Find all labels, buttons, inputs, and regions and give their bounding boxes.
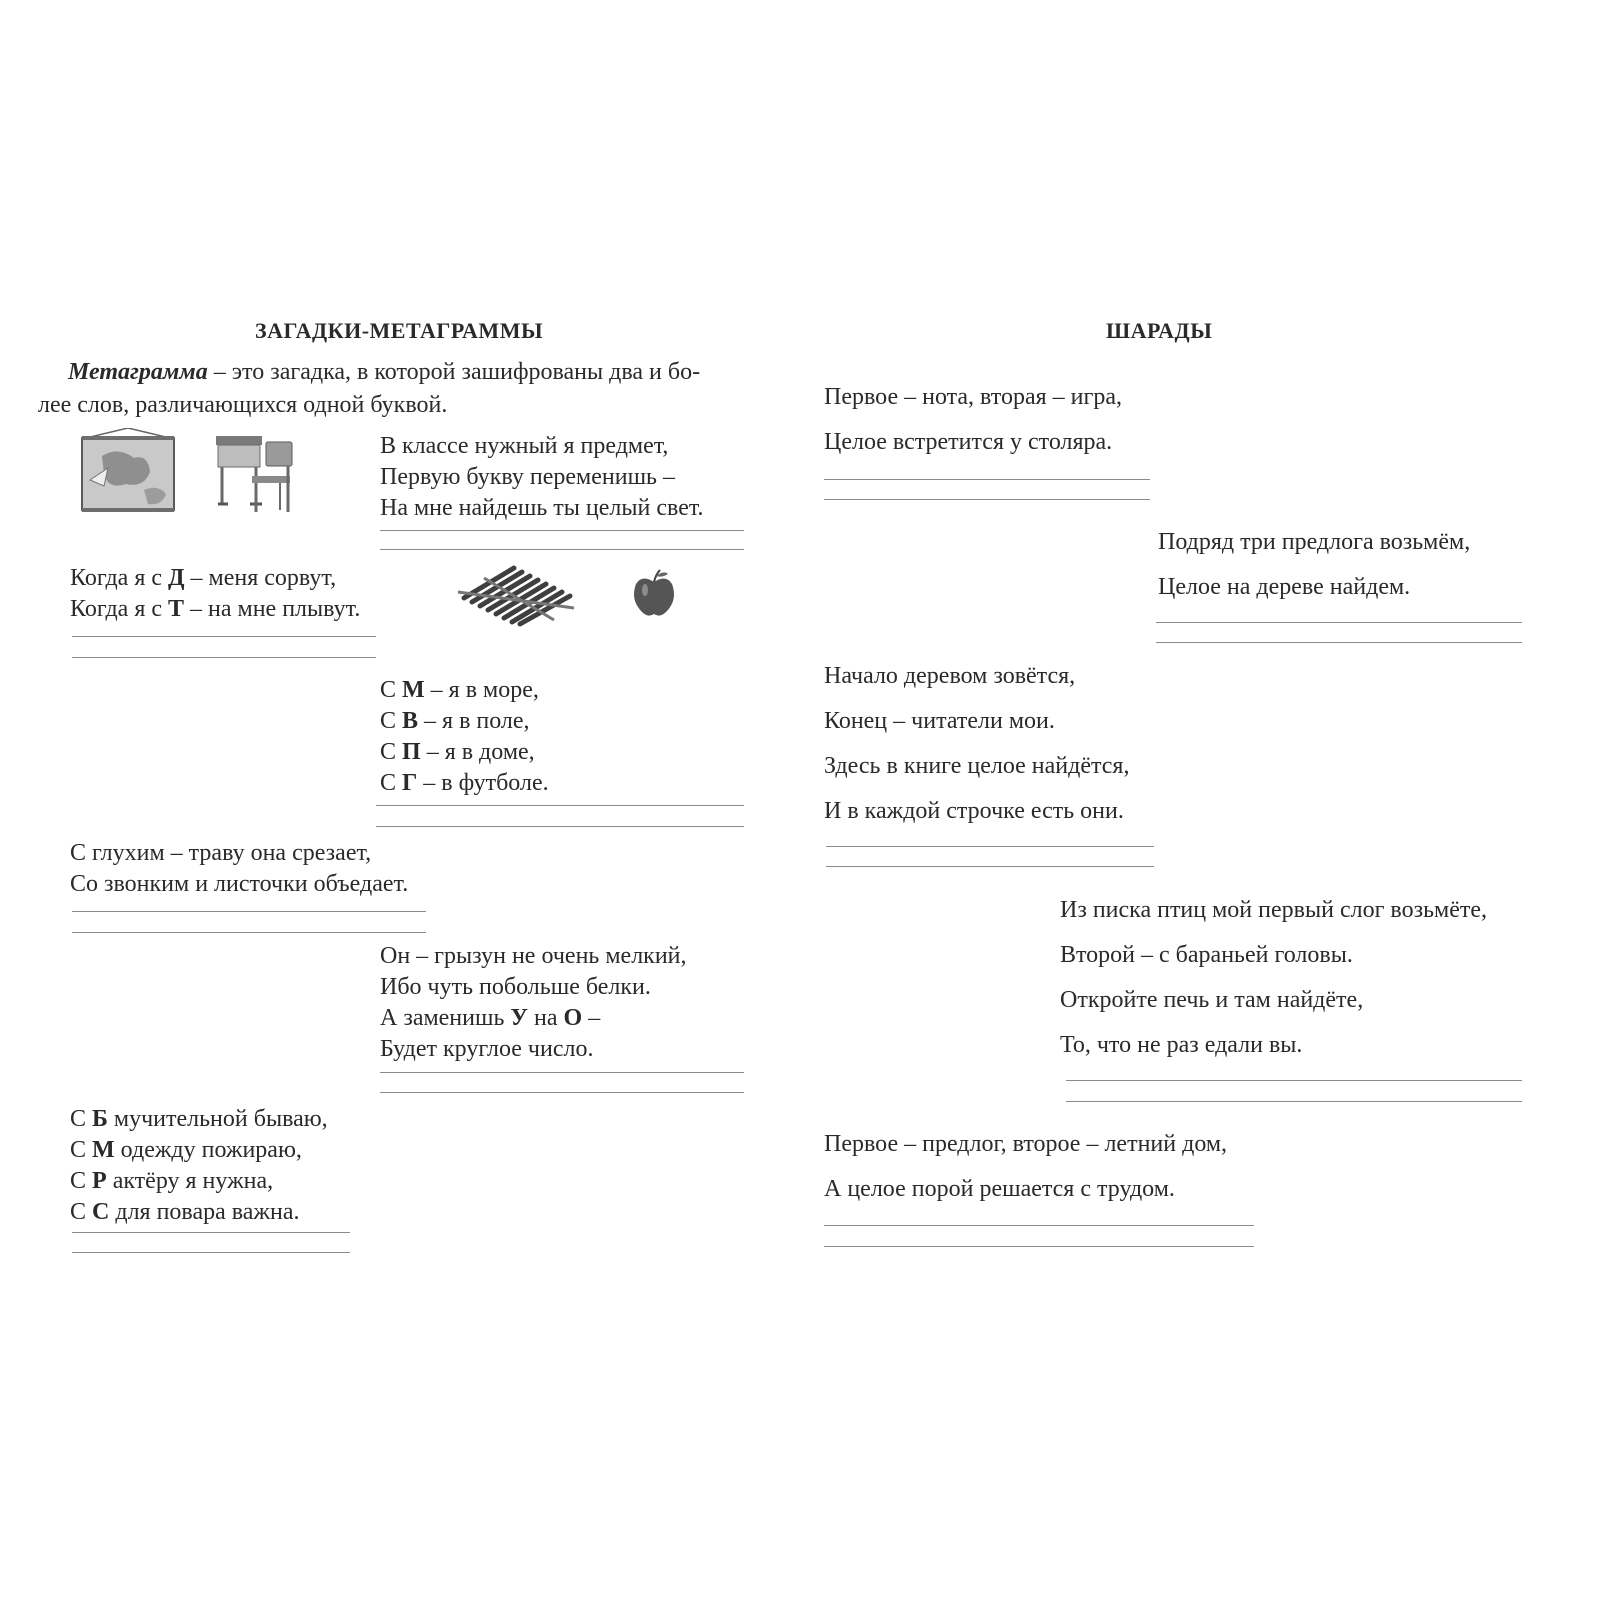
metagram-riddle-1: В классе нужный я предмет, Первую букву переменишь – На мне найдешь ты целый свет. bbox=[380, 433, 704, 521]
section-title-metagrams: ЗАГАДКИ-МЕТАГРАММЫ bbox=[255, 318, 544, 343]
answer-line[interactable] bbox=[380, 530, 744, 531]
charade-4: Из писка птиц мой первый слог возьмёте, Второй – с бараньей головы. Откройте печь и там найдёте, То, что не раз едали вы. bbox=[1060, 897, 1487, 1058]
answer-line[interactable] bbox=[72, 657, 376, 658]
answer-line[interactable] bbox=[824, 1246, 1254, 1247]
answer-line[interactable] bbox=[380, 1072, 744, 1073]
answer-line[interactable] bbox=[376, 826, 744, 827]
answer-line[interactable] bbox=[1066, 1101, 1522, 1102]
answer-line[interactable] bbox=[380, 1092, 744, 1093]
answer-line[interactable] bbox=[72, 1252, 350, 1253]
metagram-riddle-2: Когда я с Д – меня сорвут, Когда я с Т – на мне плывут. bbox=[70, 565, 361, 622]
answer-line[interactable] bbox=[824, 1225, 1254, 1226]
answer-line[interactable] bbox=[1066, 1080, 1522, 1081]
charade-2: Подряд три предлога возьмём, Целое на дереве найдем. bbox=[1158, 529, 1471, 600]
metagram-riddle-6: С Б мучительной бываю, С М одежду пожираю, С Р актёру я нужна, С С для повара важна. bbox=[70, 1106, 328, 1225]
answer-line[interactable] bbox=[824, 479, 1150, 480]
answer-line[interactable] bbox=[826, 866, 1154, 867]
answer-line[interactable] bbox=[72, 911, 426, 912]
answer-line[interactable] bbox=[826, 846, 1154, 847]
charade-3: Начало деревом зовётся, Конец – читатели мои. Здесь в книге целое найдётся, И в каждой строчке есть они. bbox=[824, 663, 1130, 824]
charade-5: Первое – предлог, второе – летний дом, А целое порой решается с трудом. bbox=[824, 1131, 1228, 1202]
answer-line[interactable] bbox=[1156, 642, 1522, 643]
answer-line[interactable] bbox=[380, 549, 744, 550]
answer-line[interactable] bbox=[72, 636, 376, 637]
metagram-riddle-4: С глухим – траву она срезает, Со звонким и листочки объедает. bbox=[70, 840, 409, 897]
answer-line[interactable] bbox=[72, 932, 426, 933]
apple-icon bbox=[632, 568, 676, 618]
answer-line[interactable] bbox=[376, 805, 744, 806]
answer-line[interactable] bbox=[824, 499, 1150, 500]
term-metagram: Метаграмма bbox=[68, 359, 208, 385]
charade-1: Первое – нота, вторая – игра, Целое встретится у столяра. bbox=[824, 384, 1122, 455]
answer-line[interactable] bbox=[1156, 622, 1522, 623]
wall-map-icon bbox=[78, 428, 178, 514]
metagram-riddle-5: Он – грызун не очень мелкий, Ибо чуть побольше белки. А заменишь У на О – Будет круглое число. bbox=[380, 943, 687, 1062]
metagram-riddle-3: С М – я в море, С В – я в поле, С П – я в доме, С Г – в футболе. bbox=[380, 677, 549, 796]
section-title-charades: ШАРАДЫ bbox=[1106, 318, 1213, 343]
answer-line[interactable] bbox=[72, 1232, 350, 1233]
metagram-definition: Метаграмма – это загадка, в которой зашифрованы два и бо- лее слов, различающихся одной буквой. bbox=[38, 359, 701, 418]
raft-icon bbox=[454, 562, 580, 628]
school-desk-icon bbox=[214, 432, 296, 516]
